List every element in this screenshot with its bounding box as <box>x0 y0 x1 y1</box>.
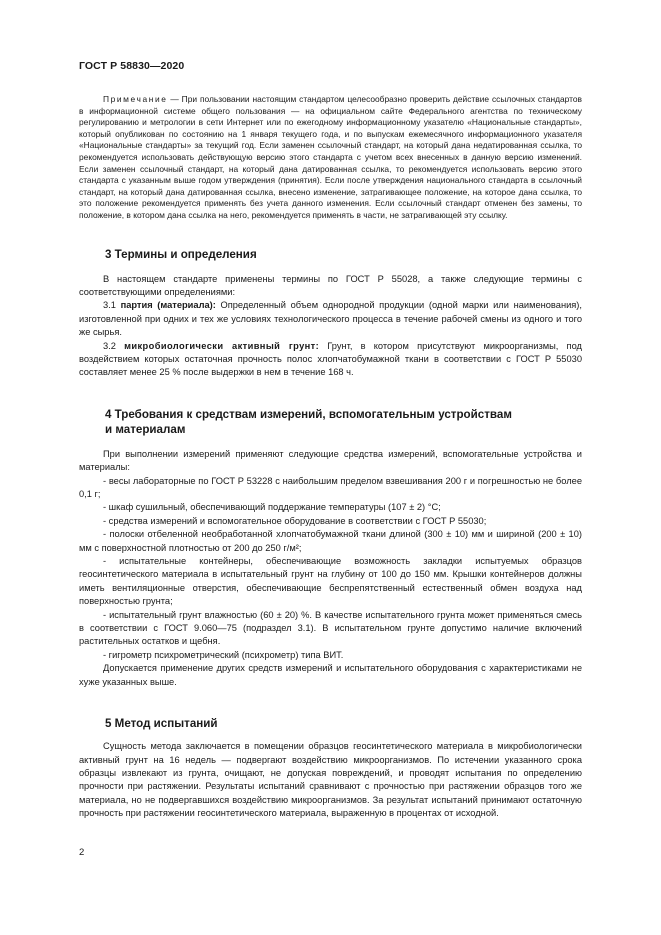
section-4-closing: Допускается применение других средств измерений и испытательного оборудования с характеристиками не хуже указанных выше. <box>79 663 582 687</box>
term-3-1-number: 3.1 <box>103 300 121 311</box>
section-3-heading: 3 Термины и определения <box>105 247 257 261</box>
equipment-item: - шкаф сушильный, обеспечивающий поддержание температуры (107 ± 2) °С; <box>103 502 441 513</box>
section-3-intro: В настоящем стандарте применены термины по ГОСТ Р 55028, а также следующие термины с соответствующими определениями: <box>79 273 582 297</box>
note-label: Примечание <box>103 94 168 104</box>
section-4-heading <box>79 407 582 437</box>
equipment-item: - средства измерений и вспомогательное оборудование в соответствии с ГОСТ Р 55030; <box>103 515 487 526</box>
term-3-2-name: микробиологически активный грунт: <box>124 340 320 351</box>
equipment-item: - весы лабораторные по ГОСТ Р 53228 с наибольшим пределом взвешивания 200 г и погрешностью не более 0,1 г; <box>79 475 582 499</box>
section-4-intro: При выполнении измерений применяют следующие средства измерений, вспомогательные устройства и материалы: <box>79 448 582 473</box>
page-number: 2 <box>79 847 85 858</box>
section-4-heading-line-1: 4 Требования к средствам измерений, вспомогательным устройствам <box>105 407 512 421</box>
section-5-heading: 5 Метод испытаний <box>105 717 218 731</box>
section-5-text: Сущность метода заключается в помещении образцов геосинтетического материала в микробиологически активный грунт на 16 недель — подвергают воздействию микроорганизмов. По истечении указанного срока образцы извлекают из грунта, очищают, не допуская повреждений, и проводят испытания по определению прочности при растяжении. Результаты испытаний сравнивают с прочностью при растяжении образцов того же материала, но не подвергавшихся воздействию микроорганизмов. За результат испытаний принимают остаточную прочность при растяжении геосинтетического материала, выраженную в процентах от исходной. <box>79 741 582 819</box>
note-text: — При пользовании настоящим стандартом целесообразно проверить действие ссылочных стандартов в информационной системе общего пользования — на официальном сайте Федерального агентства по техническому регулированию и метрологии в сети Интернет или по ежегодному информационному указателю «Национальные стандарты», который опубликован по состоянию на 1 января текущего года, и по выпускам ежемесячного информационного указателя «Национальные стандарты» за текущий год. Если заменен ссылочный стандарт, на который дана недатированная ссылка, то рекомендуется использовать действующую версию этого стандарта с учетом всех внесенных в данную версию изменений. Если заменен ссылочный стандарт, на который дана датированная ссылка, то рекомендуется использовать версию этого стандарта с указанным выше годом утверждения (принятия). Если после утверждения национального стандарта в ссылочный стандарт, на который дана датированная ссылка, внесено изменение, затрагивающее положение, на которое дана ссылка, то это положение рекомендуется применять без учета данного изменения. Если ссылочный стандарт отменен без замены, то положение, в котором дана ссылка на него, рекомендуется применять в части, не затрагивающей эту ссылку. <box>79 94 582 220</box>
page-content <box>79 94 582 821</box>
term-3-2-definition: Грунт, в котором присутствуют микроорганизмы, под воздействием которых остаточная прочность полос хлопчатобумажной ткани в соответствии с ГОСТ Р 55030 составляет менее 25 % после выдержки в нем в течение 168 ч. <box>79 340 582 378</box>
term-3-2-number: 3.2 <box>103 340 125 351</box>
section-4-heading-line-2: и материалам <box>105 422 186 436</box>
equipment-item: - полоски отбеленной необработанной хлопчатобумажной ткани длиной (300 ± 10) мм и шириной (200 ± 10) мм с поверхностной плотностью от 200 до 250 г/м²; <box>79 529 582 553</box>
equipment-item: - гигрометр психрометрический (психрометр) типа ВИТ. <box>103 649 344 660</box>
reference-note <box>79 94 582 222</box>
term-3-1-name: партия (материала): <box>120 300 216 311</box>
term-3-1-definition: Определенный объем однородной продукции (одной марки или наименования), изготовленной при одних и тех же условиях технологического процесса в течение рабочей смены из одного и того же сырья. <box>79 300 582 338</box>
term-3-2 <box>79 340 582 380</box>
equipment-item: - испытательный грунт влажностью (60 ± 20) %. В качестве испытательного грунта может применяться смесь в соответствии с ГОСТ 9.060—75 (подраздел 3.1). В испытательном грунте допустимо наличие включений растительных остатков и щебня. <box>79 609 582 647</box>
equipment-item: - испытательные контейнеры, обеспечивающие возможность закладки испытуемых образцов геосинтетического материала в испытательный грунт на глубину от 100 до 150 мм. Крышки контейнеров должны иметь вентиляционные отверстия, обеспечивающие беспрепятственный естественный обмен воздуха над поверхностью грунта; <box>79 556 582 607</box>
term-3-1 <box>79 299 582 339</box>
document-code-header: ГОСТ Р 58830—2020 <box>79 60 185 72</box>
